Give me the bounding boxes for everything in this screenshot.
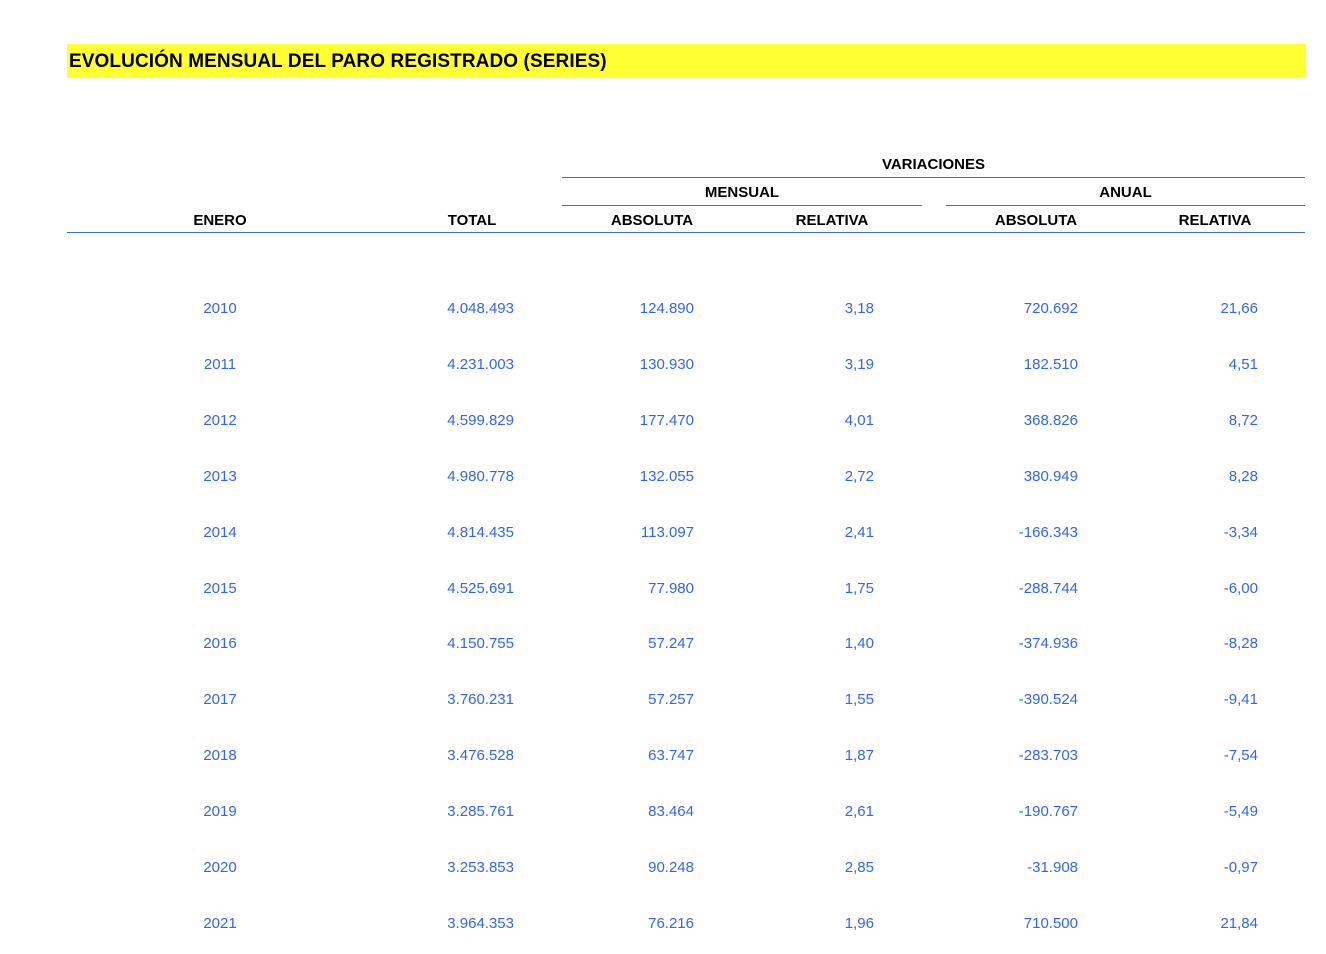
cell-total: 4.150.755 bbox=[447, 635, 514, 652]
cell-anual-absoluta: 710.500 bbox=[1023, 915, 1078, 932]
cell-year: 2011 bbox=[203, 356, 237, 373]
cell-mensual-relativa: 1,96 bbox=[844, 915, 874, 932]
cell-year: 2017 bbox=[203, 691, 237, 708]
cell-mensual-relativa: 4,01 bbox=[844, 412, 874, 429]
title-banner bbox=[67, 44, 1306, 78]
cell-anual-relativa: -3,34 bbox=[1223, 524, 1258, 541]
cell-anual-relativa: 21,84 bbox=[1220, 915, 1258, 932]
cell-year: 2018 bbox=[203, 747, 237, 764]
cell-mensual-relativa: 2,85 bbox=[844, 859, 874, 876]
header-anual: ANUAL bbox=[1099, 184, 1152, 201]
cell-anual-absoluta: -390.524 bbox=[1018, 691, 1078, 708]
page-title: EVOLUCIÓN MENSUAL DEL PARO REGISTRADO (SERIES) bbox=[69, 51, 607, 72]
header-total: TOTAL bbox=[447, 212, 497, 229]
cell-anual-absoluta: -190.767 bbox=[1018, 803, 1078, 820]
cell-mensual-absoluta: 77.980 bbox=[648, 580, 694, 597]
cell-mensual-relativa: 3,19 bbox=[844, 356, 874, 373]
cell-mensual-absoluta: 57.257 bbox=[648, 691, 694, 708]
cell-total: 3.760.231 bbox=[447, 691, 514, 708]
cell-mensual-relativa: 2,41 bbox=[844, 524, 874, 541]
cell-anual-absoluta: 368.826 bbox=[1023, 412, 1078, 429]
cell-mensual-absoluta: 57.247 bbox=[648, 635, 694, 652]
cell-mensual-absoluta: 83.464 bbox=[648, 803, 694, 820]
cell-mensual-absoluta: 76.216 bbox=[648, 915, 694, 932]
header-mensual: MENSUAL bbox=[704, 184, 780, 201]
cell-anual-relativa: -8,28 bbox=[1223, 635, 1258, 652]
cell-mensual-absoluta: 90.248 bbox=[648, 859, 694, 876]
cell-anual-relativa: 4,51 bbox=[1228, 356, 1258, 373]
cell-mensual-relativa: 1,75 bbox=[844, 580, 874, 597]
cell-anual-absoluta: -374.936 bbox=[1018, 635, 1078, 652]
cell-mensual-absoluta: 132.055 bbox=[639, 468, 694, 485]
cell-year: 2010 bbox=[203, 300, 237, 317]
cell-anual-relativa: 21,66 bbox=[1220, 300, 1258, 317]
cell-mensual-absoluta: 124.890 bbox=[639, 300, 694, 317]
cell-year: 2013 bbox=[203, 468, 237, 485]
cell-anual-relativa: 8,72 bbox=[1228, 412, 1258, 429]
cell-year: 2020 bbox=[203, 859, 237, 876]
cell-total: 4.231.003 bbox=[447, 356, 514, 373]
cell-year: 2012 bbox=[203, 412, 237, 429]
cell-total: 3.253.853 bbox=[447, 859, 514, 876]
cell-anual-relativa: -7,54 bbox=[1223, 747, 1258, 764]
cell-total: 4.980.778 bbox=[447, 468, 514, 485]
cell-anual-absoluta: 182.510 bbox=[1023, 356, 1078, 373]
cell-total: 3.285.761 bbox=[447, 803, 514, 820]
cell-anual-absoluta: -288.744 bbox=[1018, 580, 1078, 597]
cell-year: 2014 bbox=[203, 524, 237, 541]
cell-anual-absoluta: -31.908 bbox=[1027, 859, 1078, 876]
cell-anual-absoluta: 380.949 bbox=[1023, 468, 1078, 485]
cell-year: 2016 bbox=[203, 635, 237, 652]
rule-anual bbox=[946, 205, 1305, 206]
cell-anual-relativa: -9,41 bbox=[1223, 691, 1258, 708]
cell-anual-relativa: 8,28 bbox=[1228, 468, 1258, 485]
rule-header-bottom bbox=[67, 232, 1305, 233]
cell-mensual-relativa: 2,61 bbox=[844, 803, 874, 820]
cell-total: 3.964.353 bbox=[447, 915, 514, 932]
cell-mensual-relativa: 1,55 bbox=[844, 691, 874, 708]
cell-total: 4.048.493 bbox=[447, 300, 514, 317]
cell-mensual-absoluta: 113.097 bbox=[640, 524, 694, 541]
cell-anual-relativa: -6,00 bbox=[1223, 580, 1258, 597]
header-variaciones: VARIACIONES bbox=[881, 156, 986, 173]
cell-mensual-absoluta: 177.470 bbox=[639, 412, 694, 429]
cell-total: 3.476.528 bbox=[447, 747, 514, 764]
cell-mensual-relativa: 1,40 bbox=[844, 635, 874, 652]
cell-year: 2019 bbox=[203, 803, 237, 820]
cell-mensual-absoluta: 130.930 bbox=[639, 356, 694, 373]
cell-anual-absoluta: -283.703 bbox=[1018, 747, 1078, 764]
cell-year: 2021 bbox=[203, 915, 237, 932]
header-anual-absoluta: ABSOLUTA bbox=[994, 212, 1078, 229]
cell-total: 4.599.829 bbox=[447, 412, 514, 429]
cell-mensual-relativa: 2,72 bbox=[844, 468, 874, 485]
header-mensual-absoluta: ABSOLUTA bbox=[610, 212, 694, 229]
rule-variaciones bbox=[562, 177, 1305, 178]
cell-total: 4.814.435 bbox=[447, 524, 514, 541]
cell-anual-relativa: -0,97 bbox=[1223, 859, 1258, 876]
cell-anual-relativa: -5,49 bbox=[1223, 803, 1258, 820]
cell-total: 4.525.691 bbox=[447, 580, 514, 597]
header-mensual-relativa: RELATIVA bbox=[795, 212, 869, 229]
cell-anual-absoluta: -166.343 bbox=[1018, 524, 1078, 541]
cell-mensual-absoluta: 63.747 bbox=[648, 747, 694, 764]
cell-anual-absoluta: 720.692 bbox=[1023, 300, 1078, 317]
header-anual-relativa: RELATIVA bbox=[1178, 212, 1252, 229]
cell-mensual-relativa: 1,87 bbox=[844, 747, 874, 764]
cell-mensual-relativa: 3,18 bbox=[844, 300, 874, 317]
rule-mensual bbox=[562, 205, 922, 206]
cell-year: 2015 bbox=[203, 580, 237, 597]
header-month: ENERO bbox=[193, 212, 247, 229]
